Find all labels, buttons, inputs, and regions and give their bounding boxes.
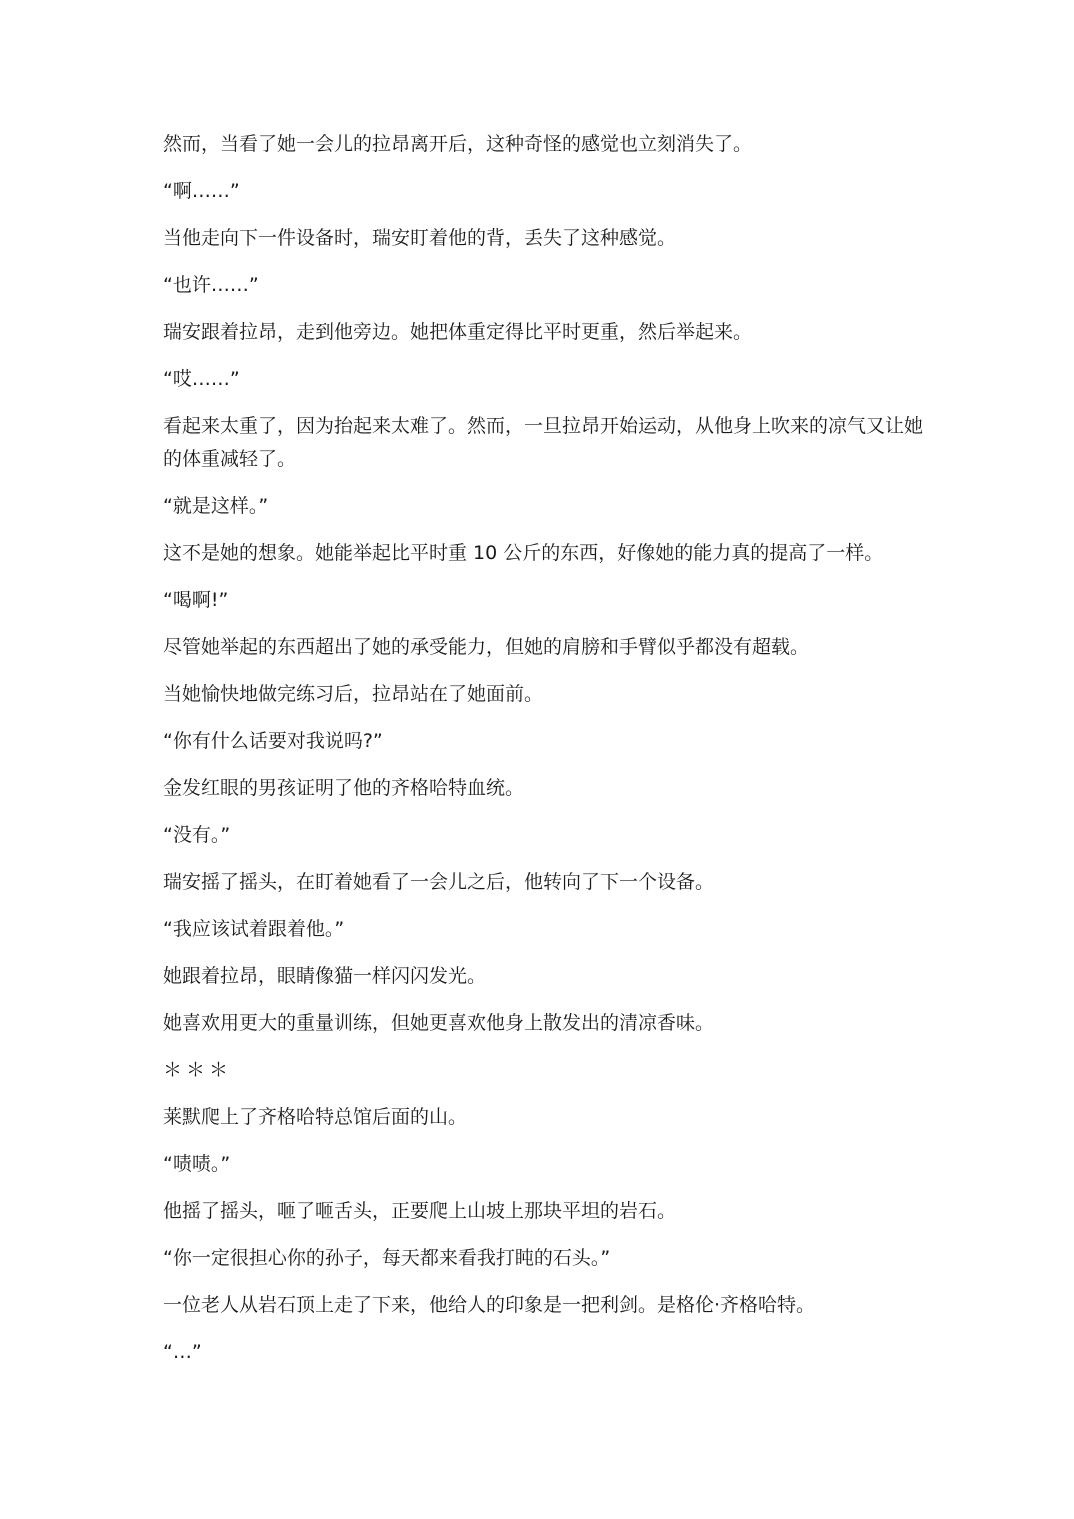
paragraph: 她跟着拉昂，眼睛像猫一样闪闪发光。	[163, 965, 487, 987]
paragraph: “啊……”	[163, 180, 240, 202]
paragraph: 这不是她的想象。她能举起比平时重 10 公斤的东西，好像她的能力真的提高了一样。	[163, 542, 884, 564]
paragraph: “你有什么话要对我说吗?”	[163, 730, 383, 752]
paragraph: “…”	[163, 1341, 202, 1363]
paragraph: “我应该试着跟着他。”	[163, 918, 345, 940]
paragraph: 然而，当看了她一会儿的拉昂离开后，这种奇怪的感觉也立刻消失了。	[163, 133, 753, 155]
paragraph: “你一定很担心你的孙子，每天都来看我打盹的石头。”	[163, 1247, 611, 1269]
paragraph: 瑞安跟着拉昂，走到他旁边。她把体重定得比平时更重，然后举起来。	[163, 321, 753, 343]
paragraph: “也许……”	[163, 274, 259, 296]
paragraph: 尽管她举起的东西超出了她的承受能力，但她的肩膀和手臂似乎都没有超载。	[163, 636, 810, 658]
paragraph: “就是这样。”	[163, 495, 269, 517]
paragraph: 瑞安摇了摇头，在盯着她看了一会儿之后，他转向了下一个设备。	[163, 871, 715, 893]
paragraph: “没有。”	[163, 824, 231, 846]
paragraph: “哎……”	[163, 368, 240, 390]
paragraph: 当他走向下一件设备时，瑞安盯着他的背，丢失了这种感觉。	[163, 227, 677, 249]
paragraph: 一位老人从岩石顶上走了下来，他给人的印象是一把利剑。是格伦·齐格哈特。	[163, 1294, 816, 1316]
paragraph: “啧啧。”	[163, 1153, 231, 1175]
paragraph: 她喜欢用更大的重量训练，但她更喜欢他身上散发出的清凉香味。	[163, 1012, 715, 1034]
paragraph: “喝啊!”	[163, 589, 229, 611]
paragraph: 他摇了摇头，咂了咂舌头，正要爬上山坡上那块平坦的岩石。	[163, 1200, 677, 1222]
paragraph: 当她愉快地做完练习后，拉昂站在了她面前。	[163, 683, 544, 705]
section-divider: ＊＊＊	[163, 1059, 233, 1081]
document-body	[163, 128, 923, 1383]
paragraph: 莱默爬上了齐格哈特总馆后面的山。	[163, 1106, 468, 1128]
paragraph: 看起来太重了，因为抬起来太难了。然而，一旦拉昂开始运动，从他身上吹来的凉气又让她的体重减轻了。	[163, 415, 924, 470]
paragraph: 金发红眼的男孩证明了他的齐格哈特血统。	[163, 777, 525, 799]
